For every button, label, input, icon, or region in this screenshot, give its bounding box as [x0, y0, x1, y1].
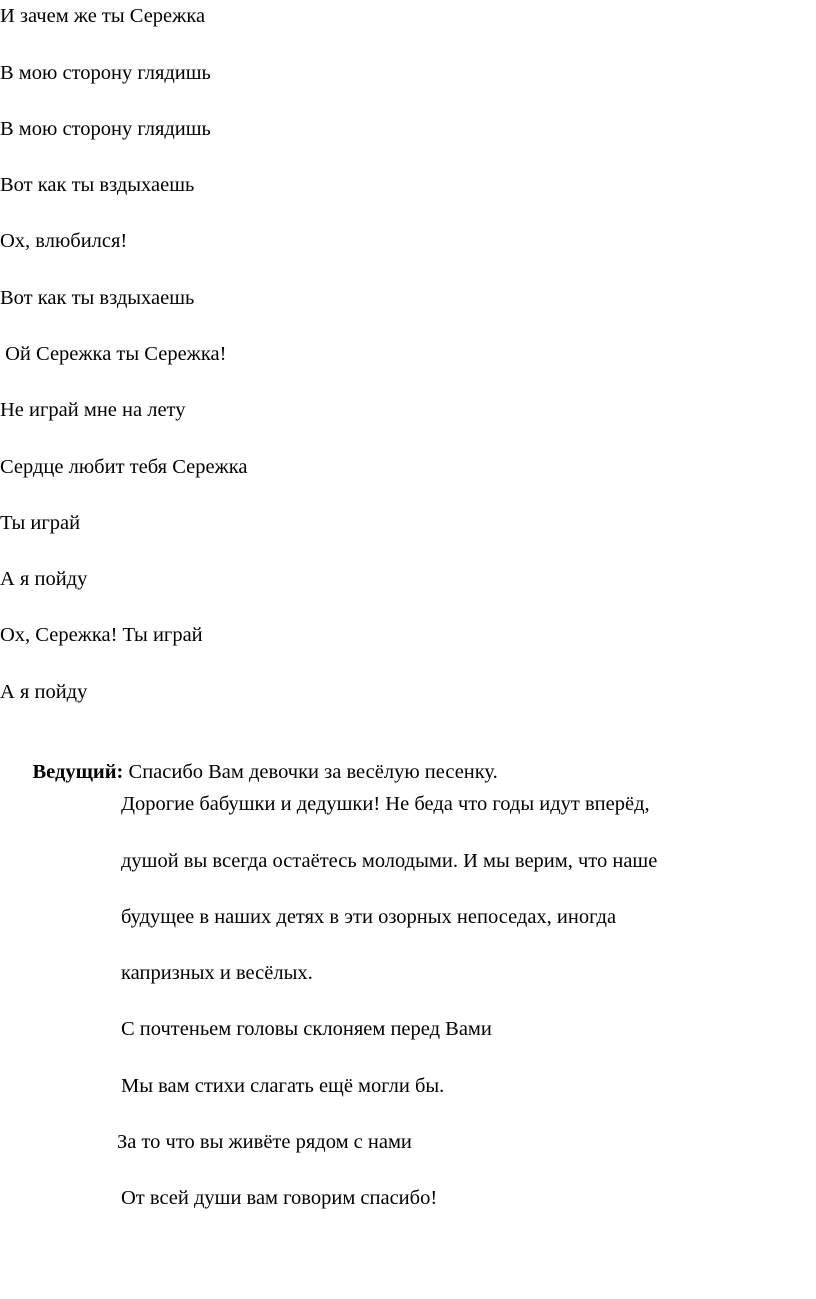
speech-line: душой вы всегда остаётесь молодыми. И мы верим, что наше [121, 850, 658, 872]
song-line: А я пойду [0, 568, 88, 590]
song-line: Ох, влюбился! [0, 230, 128, 252]
song-line: Ты играй [0, 512, 81, 534]
song-line: И зачем же ты Сережка [0, 5, 206, 27]
song-line: Вот как ты вздыхаешь [0, 174, 195, 196]
speech-line: Дорогие бабушки и дедушки! Не беда что годы идут вперёд, [121, 793, 650, 815]
song-line: В мою сторону глядишь [0, 118, 211, 140]
song-line: Ой Сережка ты Сережка! [0, 343, 227, 365]
poem-line: За то что вы живёте рядом с нами [117, 1131, 412, 1153]
song-line: А я пойду [0, 681, 88, 703]
song-line: Сердце любит тебя Сережка [0, 456, 248, 478]
speech-line: будущее в наших детях в эти озорных непоседах, иногда [121, 906, 617, 928]
poem-line: От всей души вам говорим спасибо! [121, 1187, 438, 1209]
song-line: Вот как ты вздыхаешь [0, 287, 195, 309]
song-line: Не играй мне на лету [0, 399, 186, 421]
host-text: Спасибо Вам девочки за весёлую песенку. [123, 761, 498, 783]
song-line: Ох, Сережка! Ты играй [0, 624, 203, 646]
song-line: В мою сторону глядишь [0, 62, 211, 84]
poem-line: Мы вам стихи слагать ещё могли бы. [121, 1075, 445, 1097]
poem-line: С почтеньем головы склоняем перед Вами [121, 1018, 492, 1040]
speech-line: капризных и весёлых. [121, 962, 313, 984]
host-label: Ведущий: [32, 761, 124, 783]
